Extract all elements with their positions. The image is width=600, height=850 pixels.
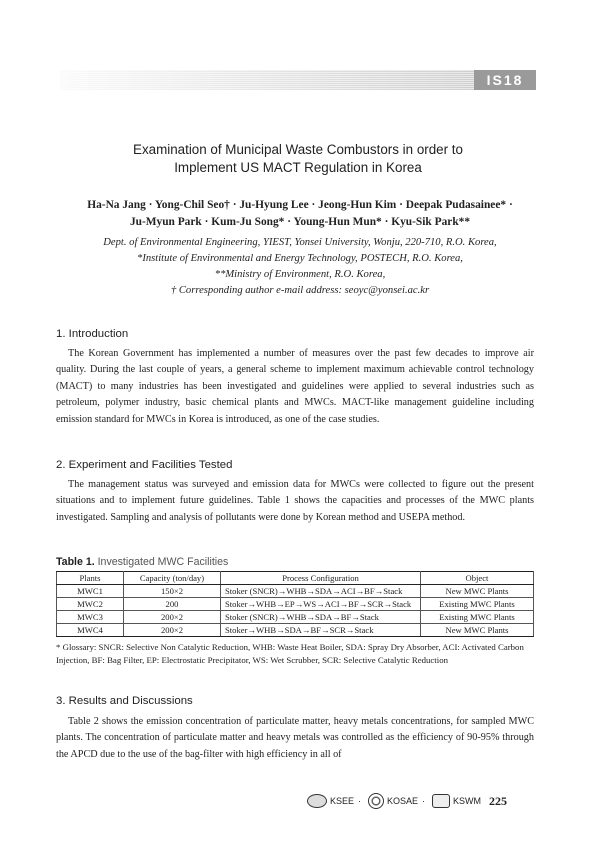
results-paragraph: Table 2 shows the emission concentration of particulate matter, heavy metals concentrations, for sampled MWC plants. The concentration of particulate matter and heavy metals was controlled as the efficiency of 90-95% through the APCD due to the use of the bag-filter with high efficiency in all of <box>56 716 534 760</box>
cell-capacity: 200×2 <box>124 611 221 624</box>
section-heading-experiment: 2. Experiment and Facilities Tested <box>56 459 233 471</box>
affiliation-1: Dept. of Environmental Engineering, YIEST, Yonsei University, Wonju, 220-710, R.O. Korea, <box>103 237 497 248</box>
footer <box>304 792 507 810</box>
col-header-process: Process Configuration <box>221 572 421 585</box>
footer-org-ksee: KSEE <box>330 796 355 806</box>
kosae-logo-icon <box>368 793 384 809</box>
table-header-row <box>57 572 534 585</box>
table-row <box>57 598 534 611</box>
section-heading-results: 3. Results and Discussions <box>56 695 193 707</box>
footer-org-kosae: KOSAE <box>387 796 419 806</box>
corresponding-author: † Corresponding author e-mail address: seoyc@yonsei.ac.kr <box>170 285 430 296</box>
cell-process: Stoker→WHB→SDA→BF→SCR→Stack <box>221 624 421 637</box>
col-header-capacity: Capacity (ton/day) <box>124 572 221 585</box>
col-header-object: Object <box>421 572 534 585</box>
cell-capacity: 150×2 <box>124 585 221 598</box>
experiment-paragraph: The management status was surveyed and emission data for MWCs were collected to figure out the present situations and to implement future guidelines. Table 1 shows the capacities and processes of the MWC plants investigated. Sampling and analysis of pollutants were done by Korean method and USEPA method. <box>56 479 534 523</box>
cell-capacity: 200 <box>124 598 221 611</box>
cell-plant: MWC1 <box>57 585 124 598</box>
author-list <box>40 197 560 231</box>
session-tag: IS18 <box>474 70 536 90</box>
kswm-logo-icon <box>432 794 450 808</box>
title-line-2: Implement US MACT Regulation in Korea <box>174 160 422 175</box>
cell-object: Existing MWC Plants <box>421 611 534 624</box>
authors-line-2: Ju-Myun Park · Kum-Ju Song* · Young-Hun Mun* · Kyu-Sik Park** <box>129 216 471 228</box>
title-line-1: Examination of Municipal Waste Combustors in order to <box>133 142 463 157</box>
cell-plant: MWC2 <box>57 598 124 611</box>
cell-capacity: 200×2 <box>124 624 221 637</box>
table-caption <box>56 556 228 568</box>
footer-org-kswm: KSWM <box>453 796 482 806</box>
header-bar-fade <box>60 70 480 90</box>
cell-plant: MWC4 <box>57 624 124 637</box>
cell-process: Stoker (SNCR)→WHB→SDA→ACI→BF→Stack <box>221 585 421 598</box>
section-heading-intro: 1. Introduction <box>56 328 129 340</box>
table-caption-text: Investigated MWC Facilities <box>94 556 229 568</box>
page-number: 225 <box>489 793 508 808</box>
affiliation-2: *Institute of Environmental and Energy Technology, POSTECH, R.O. Korea, <box>137 253 463 264</box>
affiliation-3: **Ministry of Environment, R.O. Korea, <box>214 269 386 280</box>
footer-separator: · <box>422 796 426 806</box>
cell-object: Existing MWC Plants <box>421 598 534 611</box>
ksee-logo-icon <box>307 794 327 808</box>
table-row <box>57 585 534 598</box>
intro-paragraph: The Korean Government has implemented a number of measures over the past few decades to improve air quality. During the last couple of years, a general scheme to implement maximum achievable control technology (MACT) to many industries has been investigated and guidelines were applied to several industries such as petroleum, polymer industry, basic chemical plants and MWCs. MACT-like management guideline including emission standard for MWCs in Korea is introduced, as one of the case studies. <box>56 348 534 425</box>
table-row <box>57 611 534 624</box>
col-header-plants: Plants <box>57 572 124 585</box>
table-caption-label: Table 1. <box>56 556 95 568</box>
affiliations <box>40 235 560 299</box>
cell-process: Stoker→WHB→EP→WS→ACI→BF→SCR→Stack <box>221 598 421 611</box>
table-row <box>57 624 534 637</box>
facilities-table <box>56 571 534 637</box>
table-footnote: * Glossary: SNCR: Selective Non Catalytic Reduction, WHB: Waste Heat Boiler, SDA: Spray Dry Absorber, ACI: Activated Carbon Injection, BF: Bag Filter, EP: Electrostatic Precipitator, WS: Wet Scrubber, SCR: Selective Catalytic Reduction <box>56 642 524 665</box>
authors-line-1: Ha-Na Jang · Yong-Chil Seo† · Ju-Hyung Lee · Jeong-Hun Kim · Deepak Pudasainee* · <box>87 199 513 211</box>
paper-title <box>60 141 536 177</box>
cell-object: New MWC Plants <box>421 624 534 637</box>
cell-object: New MWC Plants <box>421 585 534 598</box>
cell-plant: MWC3 <box>57 611 124 624</box>
cell-process: Stoker (SNCR)→WHB→SDA→BF→Stack <box>221 611 421 624</box>
footer-separator: · <box>358 796 362 806</box>
